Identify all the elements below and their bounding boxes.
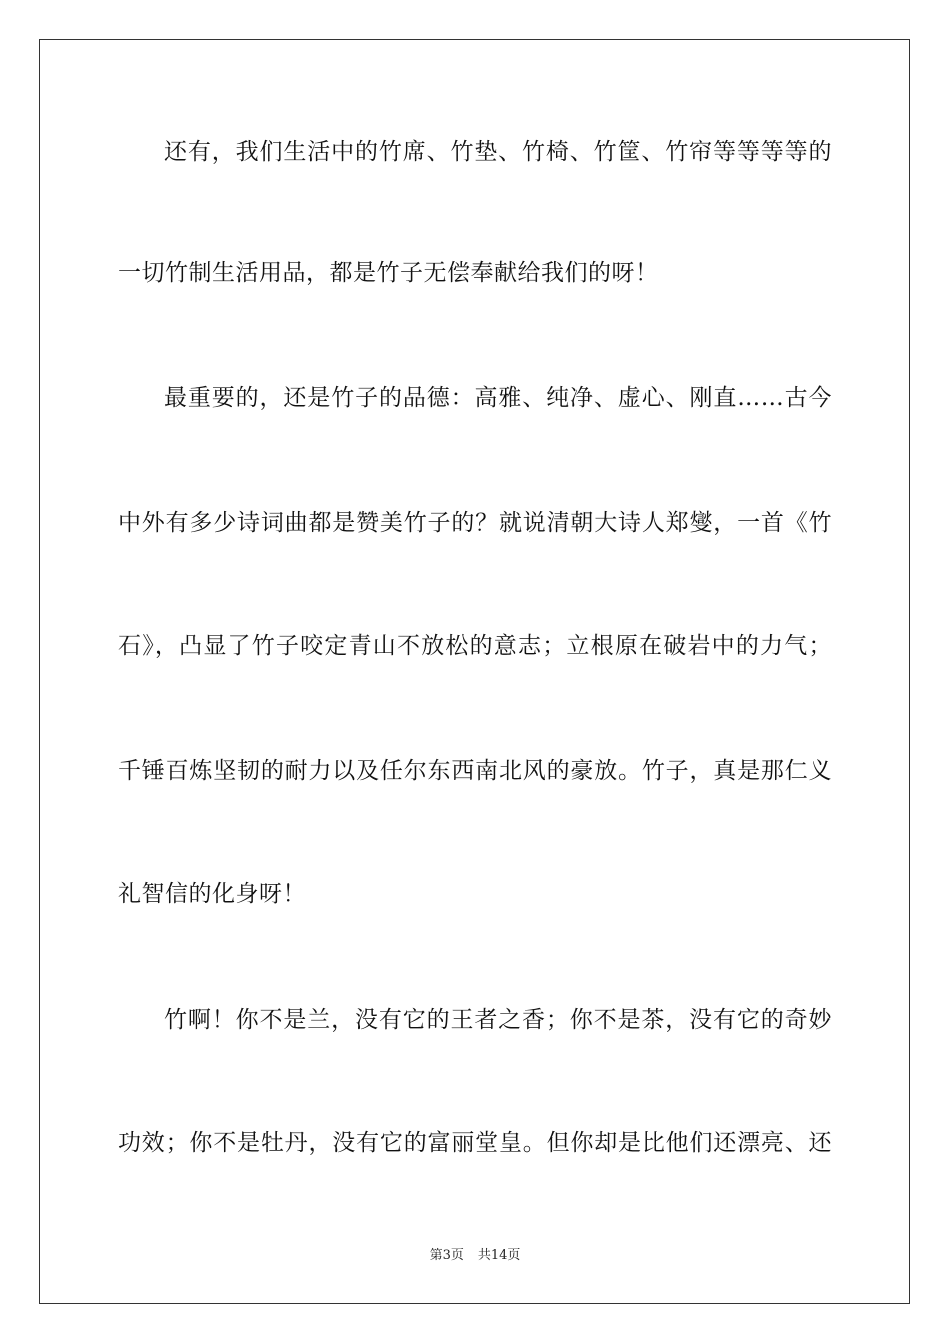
page-footer [0, 1247, 950, 1265]
paragraph-3-line-1: 竹啊！你不是兰，没有它的王者之香；你不是茶，没有它的奇妙 [164, 1007, 832, 1033]
paragraph-3-line-2: 功效；你不是牡丹，没有它的富丽堂皇。但你却是比他们还漂亮、还 [118, 1130, 832, 1156]
paragraph-2-line-2: 中外有多少诗词曲都是赞美竹子的？就说清朝大诗人郑燮，一首《竹 [118, 510, 832, 536]
page-number: 第3页 [429, 1248, 464, 1263]
paragraph-2-line-5: 礼智信的化身呀！ [118, 881, 306, 907]
paragraph-1-line-2: 一切竹制生活用品，都是竹子无偿奉献给我们的呀！ [118, 260, 659, 286]
page-border [39, 39, 910, 1304]
paragraph-2-line-3: 石》，凸显了竹子咬定青山不放松的意志；立根原在破岩中的力气； [118, 633, 832, 659]
page-total: 共14页 [477, 1248, 521, 1263]
paragraph-1-line-1: 还有，我们生活中的竹席、竹垫、竹椅、竹筐、竹帘等等等等的 [164, 139, 832, 165]
paragraph-2-line-4: 千锤百炼坚韧的耐力以及任尔东西南北风的豪放。竹子，真是那仁义 [118, 758, 832, 784]
paragraph-2-line-1: 最重要的，还是竹子的品德：高雅、纯净、虚心、刚直……古今 [164, 385, 832, 411]
